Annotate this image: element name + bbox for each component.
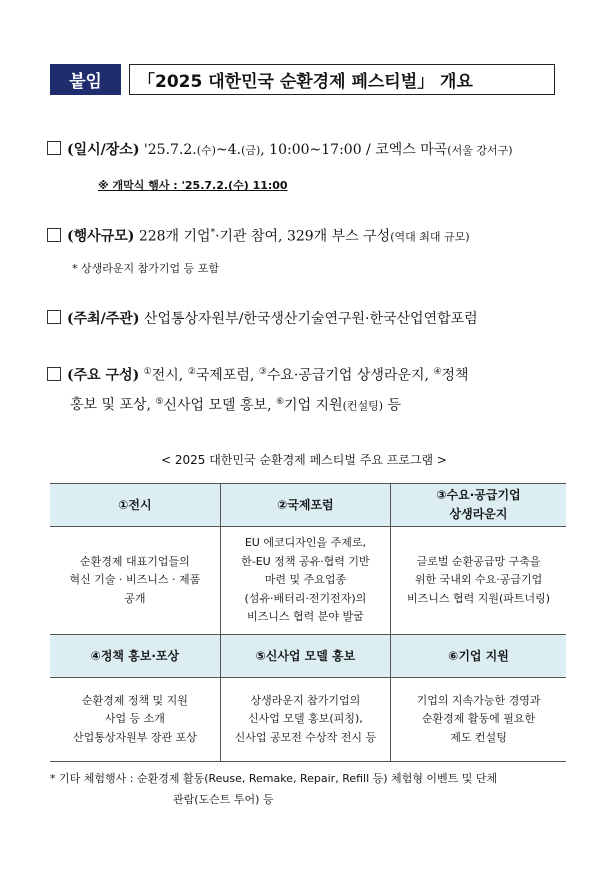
- item-num: ②: [187, 367, 196, 377]
- cell-line: 제도 컨설팅: [450, 730, 507, 744]
- item-num: ①: [143, 367, 152, 377]
- header-label: ⑤신사업 모델 홍보: [255, 648, 356, 663]
- schedule-venue-detail: (서울 강서구): [447, 144, 513, 157]
- opening-ceremony-note: ※ 개막식 행사 : '25.7.2.(수) 11:00: [98, 179, 288, 192]
- header-label: 상생라운지: [449, 507, 508, 521]
- composition-item: (컨설팅): [342, 399, 384, 413]
- composition-label: (주요 구성): [67, 367, 140, 384]
- header-label: ②국제포럼: [277, 497, 334, 512]
- cell-line: 신사업 공모전 수상작 전시 등: [234, 730, 377, 744]
- cell-line: 글로벌 순환공급망 구축을: [416, 554, 541, 568]
- header-cell: [50, 635, 220, 678]
- cell-line: 비즈니스 협력 지원(파트너링): [406, 591, 551, 605]
- header-label: ④정책 홍보·포상: [90, 648, 180, 663]
- document-title: 「2025 대한민국 순환경제 페스티벌」 개요: [129, 64, 555, 95]
- cell-line: 기업의 지속가능한 경영과: [416, 693, 541, 707]
- cell-line: 위한 국내외 수요·공급기업: [414, 573, 543, 587]
- scale-sup: *: [210, 228, 216, 238]
- scale-label: (행사규모): [67, 228, 135, 245]
- host-label: (주최/주관): [67, 311, 140, 327]
- checkbox-square-icon: [47, 310, 61, 324]
- cell-line: EU 에코디자인을 주제로,: [244, 536, 366, 550]
- header-label: ⑥기업 지원: [448, 648, 509, 663]
- table-header-row: [50, 635, 566, 678]
- table-cell: [391, 527, 566, 635]
- checkbox-square-icon: [47, 141, 61, 155]
- program-table: [50, 483, 566, 762]
- item-num: ⑤: [155, 396, 164, 407]
- section-host: [47, 306, 478, 332]
- schedule-label: (일시/장소): [67, 142, 140, 158]
- item-num: ③: [258, 367, 267, 377]
- table-cell: [50, 678, 220, 762]
- footnote-line1: * 기타 체험행사 : 순환경제 활동(Reuse, Remake, Repair, Refill 등) 체험형 이벤트 및 단체: [50, 772, 498, 785]
- table-cell: [220, 527, 390, 635]
- program-title: < 2025 대한민국 순환경제 페스티벌 주요 프로그램 >: [160, 453, 447, 467]
- schedule-time-venue: , 10:00~17:00 / 코엑스 마곡: [260, 142, 448, 158]
- composition-item: 전시,: [151, 367, 188, 384]
- composition-item: 홍보 및 포상,: [70, 397, 156, 414]
- scale-note: * 상생라운지 참가기업 등 포함: [72, 262, 219, 275]
- composition-item: 신사업 모델 홍보,: [163, 397, 276, 414]
- composition-item: 기업 지원: [284, 397, 343, 414]
- header-cell: [50, 484, 220, 527]
- schedule-day1: (수): [196, 144, 216, 157]
- cell-line: 사업 등 소개: [104, 712, 165, 726]
- cell-line: 신사업 모델 홍보(피칭),: [248, 712, 363, 726]
- cell-line: 마련 및 주요업종: [264, 573, 347, 587]
- table-cell: [391, 678, 566, 762]
- composition-item: 수요·공급기업 상생라운지,: [266, 367, 434, 384]
- table-cell: [50, 527, 220, 635]
- item-num: ④: [433, 367, 442, 377]
- cell-line: 공개: [124, 591, 146, 605]
- composition-item: 정책: [441, 367, 469, 384]
- cell-line: 산업통상자원부 장관 포상: [72, 730, 197, 744]
- table-header-row: [50, 484, 566, 527]
- section-schedule: [47, 137, 513, 164]
- schedule-day2: (금): [241, 144, 261, 157]
- cell-line: 상생라운지 참가기업의: [250, 693, 361, 707]
- schedule-date: '25.7.2.: [143, 142, 197, 158]
- footnote: [50, 768, 566, 810]
- header-label: ①전시: [118, 497, 152, 512]
- footnote-line2: 관람(도슨트 투어) 등: [173, 793, 274, 806]
- cell-line: 순환경제 대표기업들의: [80, 554, 190, 568]
- schedule-date-end: ~4.: [215, 142, 242, 158]
- cell-line: 순환경제 정책 및 지원: [81, 693, 188, 707]
- header-cell: [220, 635, 390, 678]
- checkbox-square-icon: [47, 228, 61, 242]
- composition-item: 등: [383, 397, 402, 414]
- table-cell: [220, 678, 390, 762]
- table-row: [50, 678, 566, 762]
- host-text: 산업통상자원부/한국생산기술연구원·한국산업연합포럼: [143, 311, 478, 327]
- scale-text-b: ·기관 참여, 329개 부스 구성: [215, 228, 391, 245]
- header-cell: [391, 484, 566, 527]
- table-row: [50, 527, 566, 635]
- section-composition: [47, 359, 469, 419]
- cell-line: (섬유·배터리·전기전자)의: [244, 591, 367, 605]
- checkbox-square-icon: [47, 367, 61, 381]
- composition-item: 국제포럼,: [195, 367, 259, 384]
- section-scale: [47, 220, 470, 251]
- header-cell: [391, 635, 566, 678]
- scale-text-a: 228개 기업: [138, 228, 211, 245]
- cell-line: 한-EU 정책 공유·협력 기반: [241, 554, 370, 568]
- item-num: ⑥: [275, 396, 285, 407]
- title-row: [50, 64, 555, 95]
- header-cell: [220, 484, 390, 527]
- attachment-badge: 붙임: [50, 64, 121, 95]
- scale-detail: (역대 최대 규모): [390, 230, 470, 244]
- cell-line: 혁신 기술 · 비즈니스 · 제품: [69, 573, 201, 587]
- cell-line: 비즈니스 협력 분야 발굴: [247, 610, 364, 624]
- header-label: ③수요·공급기업: [436, 488, 521, 502]
- cell-line: 순환경제 활동에 필요한: [421, 712, 536, 726]
